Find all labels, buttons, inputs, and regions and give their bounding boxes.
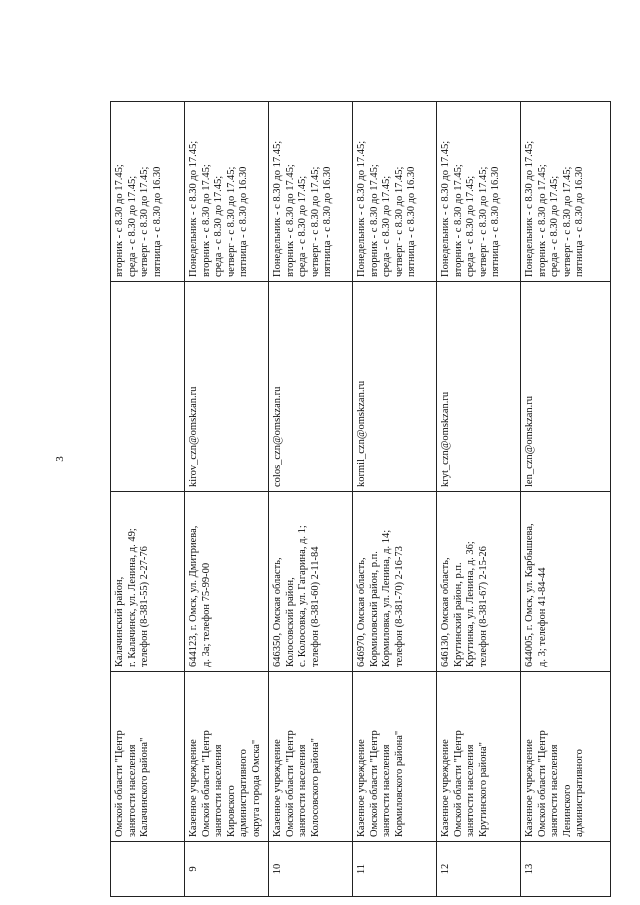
working-hours-cell-line: вторник - с 8.30 до 17.45; bbox=[536, 164, 548, 277]
organization-name-cell bbox=[111, 672, 185, 842]
organization-name-cell-line: Ленинского bbox=[561, 784, 573, 837]
organization-name-cell-line: Казенное учреждение bbox=[524, 739, 535, 837]
organization-name-cell-line: Казенное учреждение bbox=[440, 739, 451, 837]
working-hours-cell-line: Понедельник - с 8.30 до 17.45; bbox=[356, 140, 367, 277]
address-cell-line: д. 3; телефон 41-84-44 bbox=[536, 567, 548, 667]
address-cell bbox=[111, 492, 185, 672]
address-cell-line: 644005, г. Омск, ул. Карбышева, bbox=[524, 523, 535, 667]
email-cell bbox=[111, 282, 185, 492]
organization-name-cell-line: Кировского bbox=[225, 785, 237, 837]
email-address[interactable]: kryt_czn@omskzan.ru bbox=[440, 391, 451, 487]
working-hours-cell-line: среда - с 8.30 до 17.45; bbox=[549, 175, 560, 277]
row-number-cell bbox=[111, 842, 185, 897]
organization-name-cell-line: округа города Омска" bbox=[250, 739, 262, 837]
working-hours-cell-line: четверг - с 8.30 до 17.45; bbox=[393, 166, 405, 277]
table-row bbox=[269, 102, 353, 897]
working-hours-cell-line: четверг - с 8.30 до 17.45; bbox=[561, 166, 573, 277]
organization-name-cell-line: Омской области "Центр bbox=[452, 730, 464, 837]
address-cell bbox=[353, 492, 437, 672]
working-hours-cell-line: вторник - с 8.30 до 17.45; bbox=[284, 164, 296, 277]
address-cell-line: телефон (8-381-55) 2-27-76 bbox=[139, 546, 150, 667]
working-hours-cell-line: среда - с 8.30 до 17.45; bbox=[465, 175, 476, 277]
organization-name-cell-line: Колосовского района" bbox=[309, 738, 321, 837]
address-cell-line: д. 3а; телефон 75-99-00 bbox=[200, 562, 212, 667]
address-cell bbox=[185, 492, 269, 672]
address-cell-line: Кормиловка, ул. Ленина, д. 14; bbox=[381, 529, 392, 667]
organization-name-cell bbox=[353, 672, 437, 842]
working-hours-cell-line: среда - с 8.30 до 17.45; bbox=[126, 175, 138, 277]
row-number-cell: 9 bbox=[185, 842, 269, 897]
address-cell bbox=[437, 492, 521, 672]
organization-name-cell-line: Казенное учреждение bbox=[188, 739, 199, 837]
email-address[interactable]: colos_czn@omskzan.ru bbox=[272, 386, 283, 487]
organization-name-cell-line: занятости населения bbox=[549, 744, 560, 837]
working-hours-cell bbox=[269, 102, 353, 282]
table-row bbox=[437, 102, 521, 897]
organization-name-cell-line: занятости населения bbox=[465, 744, 476, 837]
organization-name-cell-line: занятости населения bbox=[126, 744, 138, 837]
organization-name-cell bbox=[185, 672, 269, 842]
email-cell bbox=[269, 282, 353, 492]
row-number-cell: 11 bbox=[353, 842, 437, 897]
organization-name-cell-line: занятости населения bbox=[381, 744, 392, 837]
table-body bbox=[111, 102, 611, 897]
row-number-cell: 12 bbox=[437, 842, 521, 897]
organization-name-cell-line: Калачинского района" bbox=[139, 737, 150, 837]
page-number: 3 bbox=[54, 456, 66, 462]
organization-name-cell-line: занятости населения bbox=[213, 744, 224, 837]
row-number-cell: 13 bbox=[521, 842, 611, 897]
document-table-rotated bbox=[110, 102, 610, 897]
working-hours-cell-line: пятница - с 8.30 до 16.30 bbox=[322, 166, 333, 277]
address-cell-line: Колосовский район, bbox=[284, 577, 296, 667]
organization-name-cell-line: Омской области "Центр bbox=[536, 730, 548, 837]
organization-name-cell-line: Омской области "Центр bbox=[368, 730, 380, 837]
working-hours-cell-line: среда - с 8.30 до 17.45; bbox=[381, 175, 392, 277]
address-cell-line: телефон (8-381-70) 2-16-73 bbox=[393, 546, 405, 667]
working-hours-cell-line: пятница - с 8.30 до 16.30 bbox=[238, 166, 249, 277]
employment-centers-table bbox=[110, 101, 611, 897]
organization-name-cell bbox=[521, 672, 611, 842]
address-cell-line: телефон (8-381-60) 2-11-84 bbox=[309, 546, 321, 667]
organization-name-cell-line: Омской области "Центр bbox=[114, 730, 125, 837]
working-hours-cell-line: четверг - с 8.30 до 17.45; bbox=[139, 166, 150, 277]
working-hours-cell-line: пятница - с 8.30 до 16.30 bbox=[406, 166, 417, 277]
email-cell bbox=[521, 282, 611, 492]
address-cell-line: телефон (8-381-67) 2-15-26 bbox=[477, 546, 489, 667]
address-cell-line: 646130, Омская область, bbox=[440, 557, 451, 667]
working-hours-cell-line: Понедельник - с 8.30 до 17.45; bbox=[188, 140, 199, 277]
address-cell-line: 646970, Омская область, bbox=[356, 557, 367, 667]
organization-name-cell-line: занятости населения bbox=[297, 744, 308, 837]
address-cell-line: 644123, г. Омск, ул. Дмитриева, bbox=[188, 525, 199, 667]
working-hours-cell-line: вторник - с 8.30 до 17.45; bbox=[114, 164, 125, 277]
working-hours-cell-line: пятница - с 8.30 до 16.30 bbox=[574, 166, 585, 277]
table-row bbox=[521, 102, 611, 897]
working-hours-cell bbox=[437, 102, 521, 282]
organization-name-cell-line: административного bbox=[574, 749, 585, 837]
working-hours-cell-line: вторник - с 8.30 до 17.45; bbox=[452, 164, 464, 277]
organization-name-cell-line: Омской области "Центр bbox=[200, 730, 212, 837]
organization-name-cell-line: административного bbox=[238, 749, 249, 837]
organization-name-cell bbox=[437, 672, 521, 842]
working-hours-cell bbox=[353, 102, 437, 282]
address-cell bbox=[269, 492, 353, 672]
organization-name-cell-line: Казенное учреждение bbox=[272, 739, 283, 837]
organization-name-cell-line: Кормиловского района" bbox=[393, 730, 405, 837]
table-row bbox=[111, 102, 185, 897]
working-hours-cell bbox=[185, 102, 269, 282]
address-cell-line: Крутинка, ул. Ленина, д. 36; bbox=[465, 541, 476, 667]
working-hours-cell-line: вторник - с 8.30 до 17.45; bbox=[368, 164, 380, 277]
address-cell-line: Крутинский район, р.п. bbox=[452, 562, 464, 667]
working-hours-cell-line: Понедельник - с 8.30 до 17.45; bbox=[272, 140, 283, 277]
working-hours-cell-line: пятница - с 8.30 до 16.30 bbox=[490, 166, 501, 277]
organization-name-cell-line: Крутинского района" bbox=[477, 742, 489, 837]
email-address[interactable]: len_czn@omskzan.ru bbox=[524, 395, 535, 487]
working-hours-cell-line: Понедельник - с 8.30 до 17.45; bbox=[524, 140, 535, 277]
address-cell-line: Калачинский район, bbox=[114, 576, 125, 667]
email-address[interactable]: kormil_czn@omskzan.ru bbox=[356, 380, 367, 487]
working-hours-cell-line: пятница - с 8.30 до 16.30 bbox=[151, 166, 163, 277]
address-cell-line: Кормиловский район, р.п. bbox=[368, 551, 380, 667]
row-number-cell: 10 bbox=[269, 842, 353, 897]
working-hours-cell bbox=[111, 102, 185, 282]
working-hours-cell-line: четверг - с 8.30 до 17.45; bbox=[225, 166, 237, 277]
email-cell bbox=[353, 282, 437, 492]
working-hours-cell-line: среда - с 8.30 до 17.45; bbox=[213, 175, 224, 277]
address-cell-line: 646350, Омская область, bbox=[272, 557, 283, 667]
address-cell-line: с. Колосовка, ул. Гагарина, д. 1; bbox=[297, 525, 308, 667]
email-cell bbox=[437, 282, 521, 492]
working-hours-cell-line: четверг - с 8.30 до 17.45; bbox=[309, 166, 321, 277]
working-hours-cell-line: Понедельник - с 8.30 до 17.45; bbox=[440, 140, 451, 277]
organization-name-cell-line: Казенное учреждение bbox=[356, 739, 367, 837]
table-row bbox=[185, 102, 269, 897]
organization-name-cell-line: Омской области "Центр bbox=[284, 730, 296, 837]
table-row bbox=[353, 102, 437, 897]
working-hours-cell-line: четверг - с 8.30 до 17.45; bbox=[477, 166, 489, 277]
organization-name-cell bbox=[269, 672, 353, 842]
email-cell bbox=[185, 282, 269, 492]
address-cell-line: г. Калачинск, ул. Ленина, д. 49; bbox=[126, 528, 138, 667]
working-hours-cell bbox=[521, 102, 611, 282]
working-hours-cell-line: вторник - с 8.30 до 17.45; bbox=[200, 164, 212, 277]
email-address[interactable]: kirov_czn@omskzan.ru bbox=[188, 386, 199, 487]
address-cell bbox=[521, 492, 611, 672]
working-hours-cell-line: среда - с 8.30 до 17.45; bbox=[297, 175, 308, 277]
